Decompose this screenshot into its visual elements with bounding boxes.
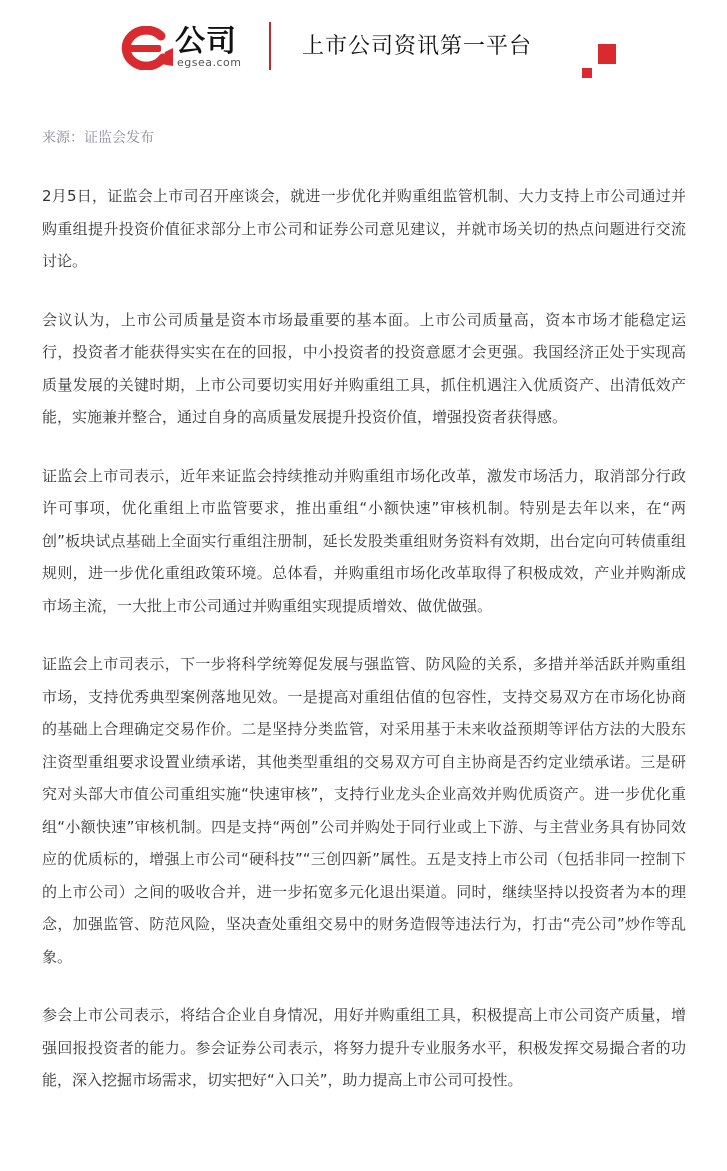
decoration-square-large: [598, 44, 616, 64]
article-paragraph: 2月5日，证监会上市司召开座谈会，就进一步优化并购重组监管机制、大力支持上市公司通过并购重组提升投资价值征求部分上市公司和证券公司意见建议，并就市场关切的热点问题进行交流讨论。: [42, 187, 686, 270]
logo-e-mark-icon: [113, 26, 173, 70]
article-paragraph: 参会上市公司表示，将结合企业自身情况，用好并购重组工具，积极提高上市公司资产质量，增强回报投资者的能力。参会证券公司表示，将努力提升专业服务水平，积极发挥交易撮合者的功能，深入挖掘市场需求，切实把好“入口关”，助力提高上市公司可投性。: [42, 1006, 686, 1089]
logo-domain: egsea.com: [177, 56, 242, 69]
article-paragraph: 证监会上市司表示，下一步将科学统筹促发展与强监管、防风险的关系，多措并举活跃并购重组市场，支持优秀典型案例落地见效。一是提高对重组估值的包容性，支持交易双方在市场化协商的基础上合理确定交易作价。二是坚持分类监管，对采用基于未来收益预期等评估方法的大股东注资型重组要求设置业绩承诺，其他类型重组的交易双方可自主协商是否约定业绩承诺。三是研究对头部大市值公司重组实施“快速审核”，支持行业龙头企业高效并购优质资产。进一步优化重组“小额快速”审核机制。四是支持“两创”公司并购处于同行业或上下游、与主营业务具有协同效应的优质标的，增强上市公司“硬科技”“三创四新”属性。五是支持上市公司（包括非同一控制下的上市公司）之间的吸收合并，进一步拓宽多元化退出渠道。同时，继续坚持以投资者为本的理念，加强监管、防范风险，坚决查处重组交易中的财务造假等违法行为，打击“壳公司”炒作等乱象。: [42, 655, 686, 966]
article-paragraph: 证监会上市司表示，近年来证监会持续推动并购重组市场化改革，激发市场活力，取消部分行政许可事项，优化重组上市监管要求，推出重组“小额快速”审核机制。特别是去年以来，在“两创”板块试点基础上全面实行重组注册制，延长发股类重组财务资料有效期，出台定向可转债重组规则，进一步优化重组政策环境。总体看，并购重组市场化改革取得了积极成效，产业并购渐成市场主流，一大批上市公司通过并购重组实现提质增效、做优做强。: [42, 466, 686, 615]
logo-name: 公司: [175, 24, 237, 59]
corner-decoration-icon: [582, 44, 618, 78]
site-tagline: 上市公司资讯第一平台: [302, 34, 533, 59]
article-paragraph: 会议认为，上市公司质量是资本市场最重要的基本面。上市公司质量高，资本市场才能稳定运行，投资者才能获得实实在在的回报，中小投资者的投资意愿才会更强。我国经济正处于实现高质量发展的关键时期，上市公司要切实用好并购重组工具，抓住机遇注入优质资产、出清低效产能，实施兼并整合，通过自身的高质量发展提升投资价值，增强投资者获得感。: [42, 310, 686, 426]
header-divider: [269, 22, 271, 70]
site-logo[interactable]: [113, 26, 263, 74]
page-header: [0, 0, 727, 90]
article-body: [42, 180, 686, 1123]
decoration-square-small: [582, 68, 592, 78]
article-source: 来源：证监会发布: [42, 130, 154, 146]
